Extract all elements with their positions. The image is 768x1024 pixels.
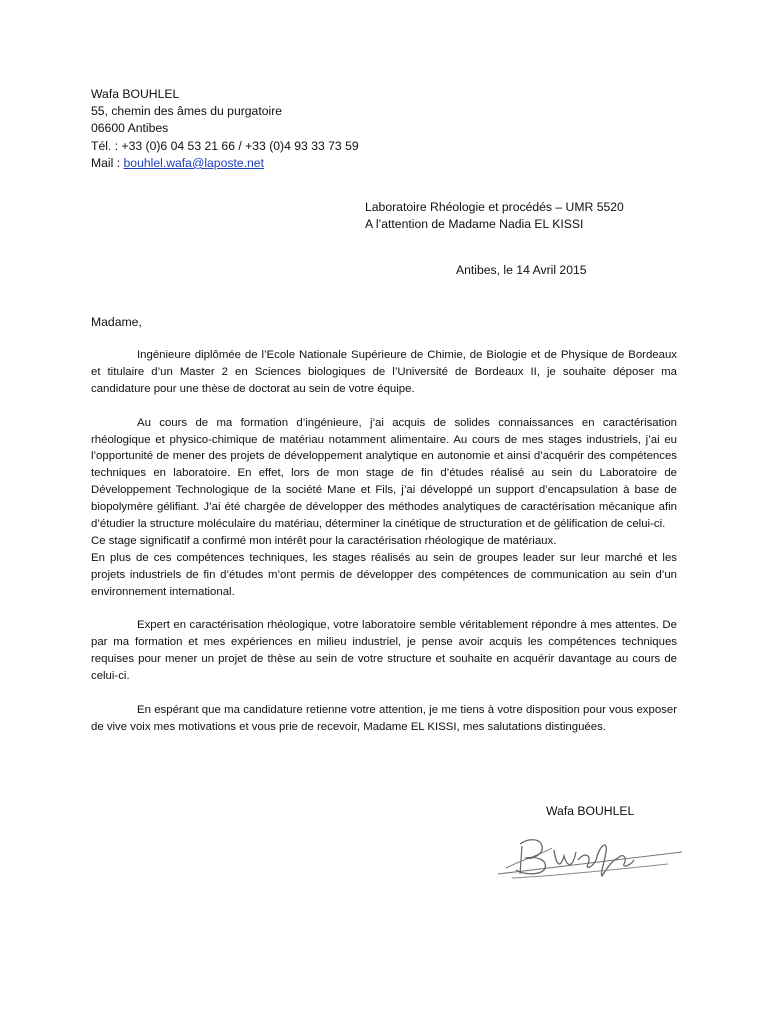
sender-address: 55, chemin des âmes du purgatoire <box>91 104 283 119</box>
letter-body <box>91 347 677 736</box>
sender-city: 06600 Antibes <box>91 121 169 136</box>
paragraph-skills: En plus de ces compétences techniques, les stages réalisés au sein de groupes leader sur leur marché et les projets industriels de fin d’études m’ont permis de développer des compétences de communication au sein d’un environnement international. <box>91 551 677 598</box>
paragraph-closing: En espérant que ma candidature retienne votre attention, je me tiens à votre disposition pour vous exposer de vive voix mes motivations et vous prie de recevoir, Madame EL KISSI, mes salutations distinguées. <box>91 703 677 733</box>
paragraph-experience: Au cours de ma formation d’ingénieure, j’ai acquis de solides connaissances en caractérisation rhéologique et physico-chimique de matériau notamment alimentaire. Au cours de mes stages industriels, j’ai eu l’opportunité de mener des projets de développement analytique en autonomie et ainsi d’acquérir des compétences techniques en laboratoire. En effet, lors de mon stage de fin d’études réalisé au sein du Laboratoire de Développement Technologique de la société Mane et Fils, j’ai développé un support d’encapsulation à base de biopolymère gélifiant. J’ai été chargée de développer des méthodes analytiques de caractérisation mécanique afin d’étudier la structure moléculaire du matériau, déterminer la cinétique de structuration et de gélification de celui-ci. <box>91 416 677 531</box>
salutation: Madame, <box>91 315 142 329</box>
sender-name: Wafa BOUHLEL <box>91 87 180 101</box>
paragraph-intro: Ingénieure diplômée de l’Ecole Nationale Supérieure de Chimie, de Biologie et de Physique de Bordeaux et titulaire d’un Master 2 en Sciences biologiques de l’Université de Bordeaux II, je souhaite déposer ma candidature pour une thèse de doctorat au sein de votre équipe. <box>91 349 677 395</box>
recipient-block <box>365 199 624 233</box>
mail-label: Mail : <box>91 155 124 170</box>
letter-date: Antibes, le 14 Avril 2015 <box>456 263 587 277</box>
paragraph-motivation: Expert en caractérisation rhéologique, votre laboratoire semble véritablement répondre à mes attentes. De par ma formation et mes expériences en milieu industriel, je pense avoir acquis les compétences techniques requises pour mener un projet de thèse au sein de votre structure et souhaite en acquérir davantage au cours de celui-ci. <box>91 619 677 683</box>
paragraph-confirmation: Ce stage significatif a confirmé mon intérêt pour la caractérisation rhéologique de matériaux. <box>91 534 557 547</box>
recipient-lab: Laboratoire Rhéologie et procédés – UMR 5520 <box>365 200 624 214</box>
recipient-attention: A l’attention de Madame Nadia EL KISSI <box>365 217 584 232</box>
sender-block <box>91 86 359 172</box>
signature-name: Wafa BOUHLEL <box>546 804 635 818</box>
handwritten-signature <box>492 830 688 886</box>
email-link[interactable]: bouhlel.wafa@laposte.net <box>123 155 264 170</box>
sender-phone: Tél. : +33 (0)6 04 53 21 66 / +33 (0)4 93 33 73 59 <box>91 138 359 153</box>
sender-mail-line <box>91 155 359 172</box>
